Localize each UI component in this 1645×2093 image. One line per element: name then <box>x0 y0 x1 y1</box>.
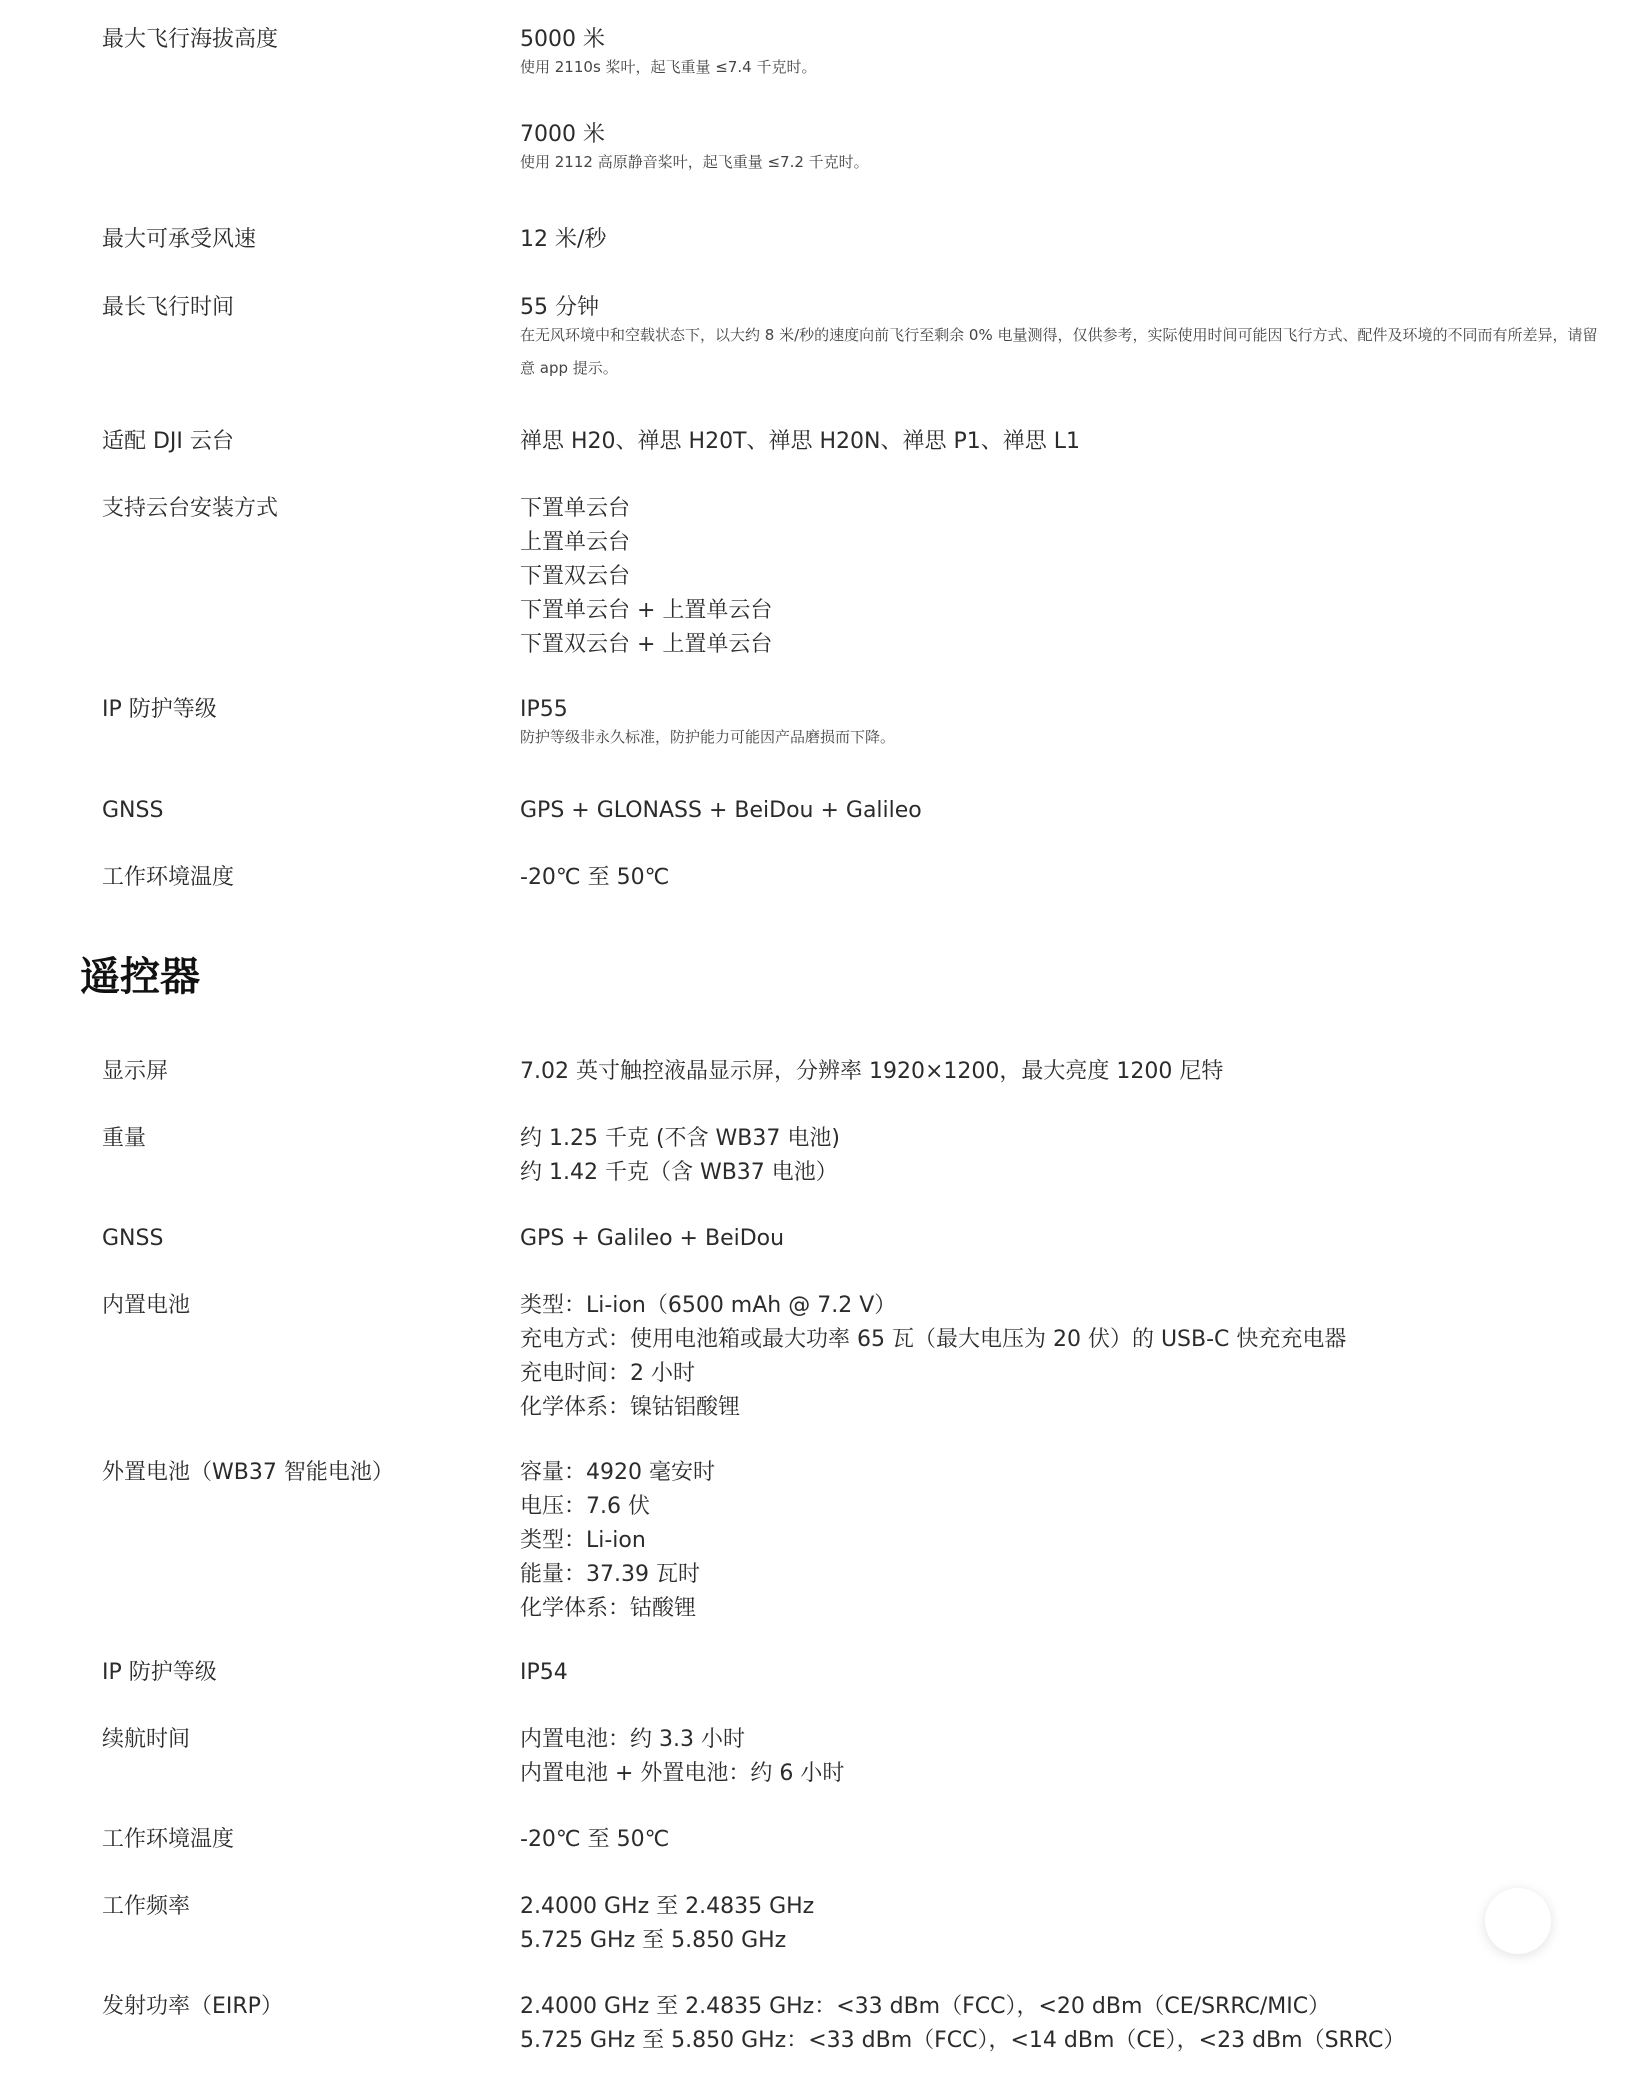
spec-value <box>520 1122 1600 1190</box>
spec-value <box>520 1890 1600 1958</box>
spec-value-line: 7000 米 <box>520 122 605 147</box>
spec-value-line: 2.4000 GHz 至 2.4835 GHz：<33 dBm（FCC），<20 dBm（CE/SRRC/MIC） <box>520 1994 1331 2019</box>
spec-value-line: 7.02 英寸触控液晶显示屏，分辨率 1920×1200，最大亮度 1200 尼特 <box>520 1059 1224 1084</box>
spec-label: 重量 <box>102 1126 147 1151</box>
spec-value <box>520 1456 1600 1626</box>
spec-value <box>520 1289 1600 1425</box>
spec-value <box>520 861 1600 895</box>
spec-label: 适配 DJI 云台 <box>102 429 234 454</box>
spec-value <box>520 1222 1600 1256</box>
spec-label: 最长飞行时间 <box>102 295 235 320</box>
spec-value-line: 5.725 GHz 至 5.850 GHz：<33 dBm（FCC），<14 dBm（CE），<23 dBm（SRRC） <box>520 2028 1406 2053</box>
spec-value-line: GPS + GLONASS + BeiDou + Galileo <box>520 798 922 823</box>
spec-value <box>520 1055 1600 1089</box>
spec-label: IP 防护等级 <box>102 697 217 722</box>
spec-label: 最大飞行海拔高度 <box>102 27 279 52</box>
spec-note: 使用 2112 高原静音桨叶，起飞重量 ≤7.2 千克时。 <box>520 153 869 171</box>
spec-value <box>520 693 1600 754</box>
spec-value-line: 12 米/秒 <box>520 227 607 252</box>
spec-value-line: 类型：Li-ion（6500 mAh @ 7.2 V） <box>520 1293 897 1318</box>
spec-label: 支持云台安装方式 <box>102 496 279 521</box>
spec-note: 防护等级非永久标准，防护能力可能因产品磨损而下降。 <box>520 728 896 746</box>
spec-value <box>520 1990 1600 2058</box>
spec-value-line: 下置双云台 + 上置单云台 <box>520 632 773 657</box>
spec-value-line: 容量：4920 毫安时 <box>520 1460 715 1485</box>
spec-label: 工作频率 <box>102 1894 191 1919</box>
spec-value-line: 下置单云台 <box>520 496 631 521</box>
floating-action-button[interactable] <box>1485 1888 1551 1954</box>
spec-value-line: -20℃ 至 50℃ <box>520 1827 670 1852</box>
spec-label: 发射功率（EIRP） <box>102 1994 283 2019</box>
spec-label: IP 防护等级 <box>102 1660 217 1685</box>
spec-note: 在无风环境中和空载状态下，以大约 8 米/秒的速度向前飞行至剩余 0% 电量测得，仅供参考，实际使用时间可能因飞行方式、配件及环境的不同而有所差异，请留意 app 提示。 <box>520 326 1598 377</box>
spec-value-line: 内置电池：约 3.3 小时 <box>520 1727 745 1752</box>
spec-value-line: 约 1.25 千克 (不含 WB37 电池) <box>520 1126 840 1151</box>
spec-value-line: IP55 <box>520 697 568 722</box>
spec-label: 显示屏 <box>102 1059 169 1084</box>
spec-value-line: 电压：7.6 伏 <box>520 1494 650 1519</box>
spec-label: 续航时间 <box>102 1727 191 1752</box>
spec-value <box>520 1723 1600 1791</box>
spec-value <box>520 492 1600 662</box>
spec-value-line: 5000 米 <box>520 27 605 52</box>
spec-value-line: 充电方式：使用电池箱或最大功率 65 瓦（最大电压为 20 伏）的 USB-C 快充充电器 <box>520 1327 1347 1352</box>
spec-value-line: 下置单云台 + 上置单云台 <box>520 598 773 623</box>
spec-value-line: 内置电池 + 外置电池：约 6 小时 <box>520 1761 845 1786</box>
spec-value-line: 2.4000 GHz 至 2.4835 GHz <box>520 1894 815 1919</box>
spec-value <box>520 794 1600 828</box>
spec-value-line: 化学体系：钴酸锂 <box>520 1596 697 1621</box>
spec-value <box>520 1823 1600 1857</box>
spec-value-line: 约 1.42 千克（含 WB37 电池） <box>520 1160 838 1185</box>
spec-value-line: -20℃ 至 50℃ <box>520 865 670 890</box>
spec-value-line: 能量：37.39 瓦时 <box>520 1562 700 1587</box>
spec-label: 外置电池（WB37 智能电池） <box>102 1460 394 1485</box>
spec-value-line: 充电时间：2 小时 <box>520 1361 695 1386</box>
spec-value <box>520 425 1600 459</box>
spec-label: 内置电池 <box>102 1293 191 1318</box>
spec-value-line: 化学体系：镍钴铝酸锂 <box>520 1395 741 1420</box>
spec-value <box>520 223 1600 257</box>
spec-note: 使用 2110s 桨叶，起飞重量 ≤7.4 千克时。 <box>520 58 817 76</box>
spec-value <box>520 291 1600 385</box>
spec-value-line: 下置双云台 <box>520 564 631 589</box>
spec-value <box>520 23 1600 179</box>
spec-value-line: 上置单云台 <box>520 530 631 555</box>
spec-label: GNSS <box>102 1226 164 1251</box>
spec-value <box>520 1656 1600 1690</box>
spec-label: 工作环境温度 <box>102 1827 235 1852</box>
spec-label: 最大可承受风速 <box>102 227 257 252</box>
spec-value-line: 55 分钟 <box>520 295 599 320</box>
spec-value-line: IP54 <box>520 1660 568 1685</box>
spec-label: 工作环境温度 <box>102 865 235 890</box>
spec-value-line: 类型：Li-ion <box>520 1528 646 1553</box>
spec-value-line: GPS + Galileo + BeiDou <box>520 1226 785 1251</box>
section-title-rc: 遥控器 <box>80 954 200 1000</box>
spec-label: GNSS <box>102 798 164 823</box>
spec-value-line: 5.725 GHz 至 5.850 GHz <box>520 1928 787 1953</box>
spec-value-line: 禅思 H20、禅思 H20T、禅思 H20N、禅思 P1、禅思 L1 <box>520 429 1080 454</box>
